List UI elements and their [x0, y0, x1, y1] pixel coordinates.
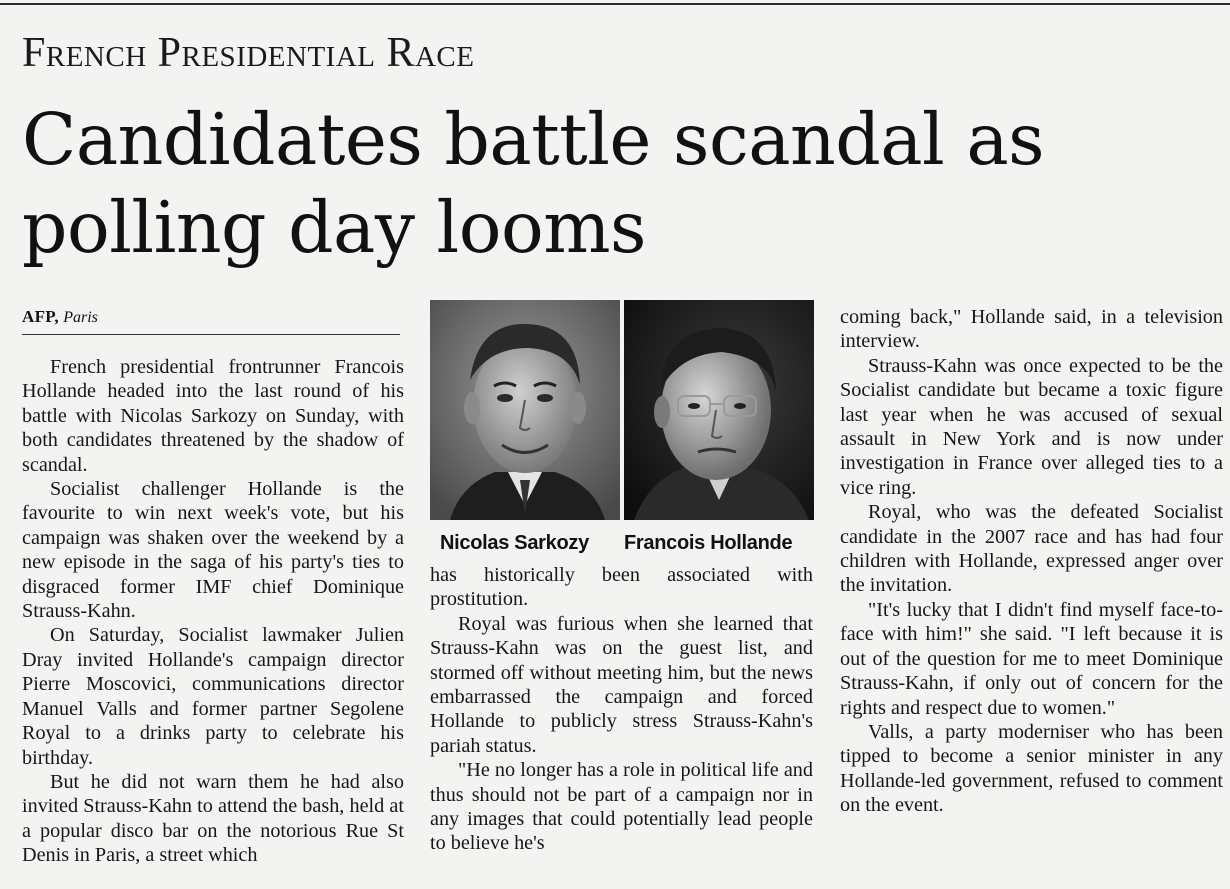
photo-caption-hollande: Francois Hollande [624, 532, 793, 554]
article-column-2 [430, 563, 813, 856]
portrait-image [624, 300, 814, 520]
paragraph: has historically been associated with prostitution. [430, 564, 813, 611]
photo-caption-sarkozy: Nicolas Sarkozy [440, 532, 589, 554]
paragraph: Socialist challenger Hollande is the favourite to win next week's vote, but his campaign was shaken over the weekend by a new episode in the saga of his party's ties to disgraced former IMF chief Dominique Strauss-Kahn. [22, 478, 404, 623]
headline [22, 96, 1227, 272]
headline-line-2: polling day looms [22, 186, 646, 269]
portrait-image [430, 300, 620, 520]
section-kicker: French Presidential Race [22, 30, 475, 76]
photo-hollande [624, 300, 814, 520]
top-rule [0, 3, 1230, 5]
byline-agency: AFP, [22, 307, 59, 326]
paragraph: French presidential frontrunner Francois Hollande headed into the last round of his battle with Nicolas Sarkozy on Sunday, with both candidates threatened by the shadow of scandal. [22, 356, 404, 476]
photo-sarkozy [430, 300, 620, 520]
paragraph: But he did not warn them he had also invited Strauss-Kahn to attend the bash, held at a popular disco bar on the notorious Rue St Denis in Paris, a street which [22, 770, 404, 867]
byline [22, 307, 98, 327]
paragraph: coming back," Hollande said, in a television interview. [840, 306, 1223, 353]
photo-strip [430, 300, 814, 520]
paragraph: "He no longer has a role in political life and thus should not be part of a campaign nor in any images that could potentially lead people to believe he's [430, 759, 813, 855]
paragraph: Valls, a party moderniser who has been tipped to become a senior minister in any Hollande-led government, refused to comment on the event. [840, 720, 1223, 817]
byline-rule [22, 334, 400, 335]
article-column-1 [22, 355, 404, 868]
byline-city: Paris [63, 309, 98, 326]
article-column-3 [840, 305, 1223, 818]
paragraph: Royal, who was the defeated Socialist candidate in the 2007 race and has had four children with Hollande, expressed anger over the invitation. [840, 501, 1223, 597]
paragraph: On Saturday, Socialist lawmaker Julien Dray invited Hollande's campaign director Pierre Moscovici, communications director Manuel Valls and former partner Segolene Royal to a drinks party to celebrate his birthday. [22, 624, 404, 769]
paragraph: Strauss-Kahn was once expected to be the Socialist candidate but became a toxic figure last year when he was accused of sexual assault in New York and is now under investigation in France over alleged ties to a vice ring. [840, 354, 1223, 499]
paragraph: Royal was furious when she learned that Strauss-Kahn was on the guest list, and stormed off without meeting him, but the news embarrassed the campaign and forced Hollande to publicly stress Strauss-Kahn's pariah status. [430, 612, 813, 757]
paragraph: "It's lucky that I didn't find myself face-to-face with him!" she said. "I left because it is out of the question for me to meet Dominique Strauss-Kahn, if only out of concern for the rights and respect due to women." [840, 598, 1223, 719]
headline-line-1: Candidates battle scandal as [22, 98, 1045, 181]
